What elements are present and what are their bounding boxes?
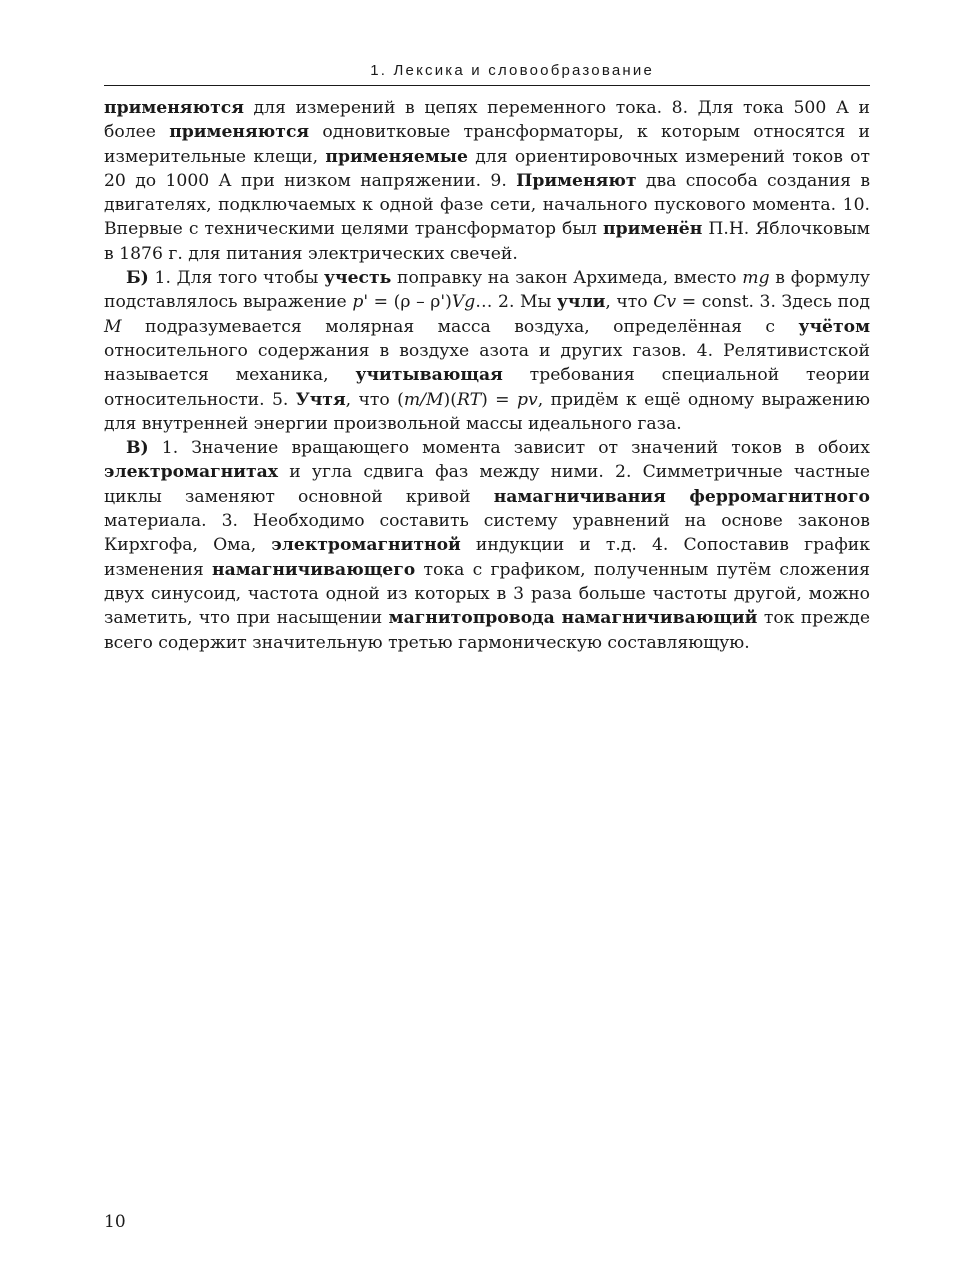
bold-term: применён	[603, 219, 703, 240]
text-run: , что (	[345, 389, 404, 410]
page-number: 10	[104, 1212, 126, 1232]
text-run: , придём к ещё одному выражению для внутренней энергии произвольной массы идеального газа.	[104, 389, 870, 434]
text-run: два способа создания в двигателях, подключаемых к одной фазе сети, начального пускового момента. 10. Впервые с техническими целями трансформатор был	[104, 170, 871, 240]
italic-symbol: m/M	[403, 389, 444, 410]
bold-term: магнитопровода намагничивающий	[388, 608, 758, 629]
text-run: = const. 3. Здесь под	[676, 292, 870, 313]
text-run: = (ρ – ρ')	[368, 292, 452, 313]
header-rule	[104, 85, 870, 86]
bold-term: Применяют	[516, 170, 637, 191]
text-run: 1. Для того чтобы	[148, 268, 325, 289]
running-head: 1. Лексика и словообразование	[370, 62, 654, 79]
text-run: тока с графиком, полученным путём сложения двух синусоид, частота одной из которых в 3 раза больше частоты другой, можно заметить, что при насыщении	[104, 559, 870, 629]
bold-term: намагничивающего	[212, 559, 416, 580]
text-run: … 2. Мы	[475, 292, 557, 313]
text-run: , что	[605, 292, 654, 313]
text-run: поправку на закон Архимеда, вместо	[391, 268, 743, 289]
italic-symbol: Cv	[653, 292, 677, 313]
text-run: индукции и т.д. 4. Сопоставив график изменения	[104, 535, 870, 580]
text-run: для измерений в цепях переменного тока. 8. Для тока 500 А и более	[104, 98, 870, 143]
bold-term: электромагнитной	[271, 535, 461, 556]
text-run: требования специальной теории относительности. 5.	[104, 365, 870, 410]
body-text	[104, 96, 870, 655]
bold-term: учётом	[798, 316, 870, 337]
italic-symbol: RT	[456, 389, 482, 410]
bold-term: намагничивания ферромагнитного	[493, 486, 870, 507]
text-run: подразумевается молярная масса воздуха, определённая с	[121, 316, 799, 337]
text-run: ток прежде всего содержит значительную третью гармоническую составляющую.	[104, 608, 870, 653]
text-run: ) =	[481, 389, 517, 410]
bold-term: Б)	[126, 268, 149, 289]
bold-term: применяются	[169, 122, 310, 143]
italic-symbol: mg	[742, 268, 770, 289]
bold-term: Учтя	[295, 389, 346, 410]
italic-symbol: pv	[517, 389, 538, 410]
text-run: П.Н. Яблочковым в 1876 г. для питания электрических свечей.	[104, 219, 870, 264]
text-run: в формулу подставлялось выражение	[104, 268, 871, 313]
text-run: )(	[443, 389, 457, 410]
text-run: относительного содержания в воздухе азота и других газов. 4. Релятивистской называется механика,	[104, 340, 870, 386]
text-run: одновитковые трансформаторы, к которым относятся и измерительные клещи,	[104, 122, 870, 167]
italic-symbol: M	[104, 316, 122, 337]
italic-symbol: Vg	[451, 292, 476, 313]
bold-term: применяемые	[325, 146, 468, 167]
bold-term: применяются	[104, 98, 244, 118]
paragraph-v	[104, 436, 870, 655]
bold-term: В)	[126, 438, 149, 459]
italic-symbol: p'	[352, 292, 369, 313]
bold-term: электромагнитах	[104, 462, 279, 483]
paragraph-continuation	[104, 96, 870, 266]
bold-term: учли	[556, 292, 606, 313]
text-run: для ориентировочных измерений токов от 20 до 1000 А при низком напряжении. 9.	[104, 146, 871, 191]
text-run: материала. 3. Необходимо составить систему уравнений на основе законов Кирхгофа, Ома,	[104, 511, 870, 556]
text-run: и угла сдвига фаз между ними. 2. Симметричные частные циклы заменяют основной кривой	[104, 462, 870, 507]
bold-term: учесть	[324, 268, 392, 289]
text-run: 1. Значение вращающего момента зависит от значений токов в обоих	[148, 438, 870, 459]
bold-term: учитывающая	[355, 365, 503, 386]
paragraph-b	[104, 266, 870, 436]
